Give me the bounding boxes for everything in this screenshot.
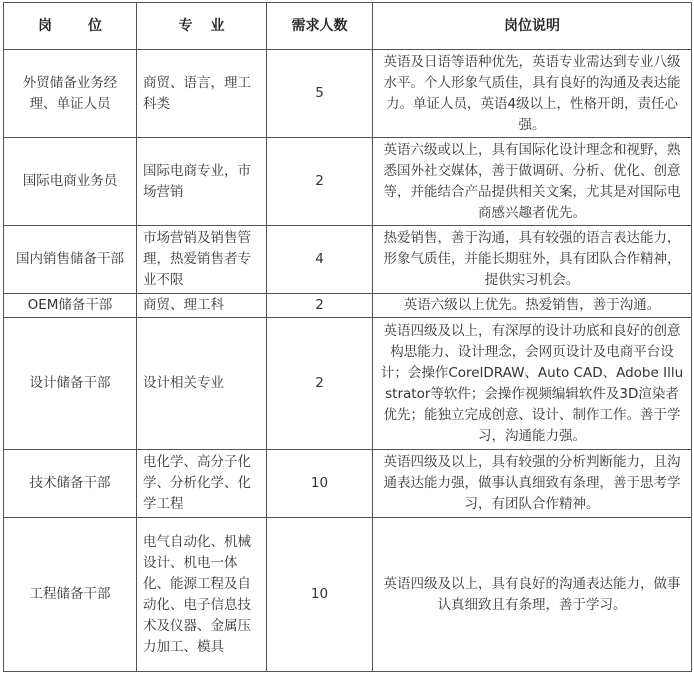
- count-cell: 4: [267, 226, 373, 294]
- post-cell: 技术储备干部: [4, 450, 137, 518]
- table-row: [4, 294, 692, 318]
- major-cell: 国际电商专业，市场营销: [137, 138, 267, 226]
- post-cell: OEM储备干部: [4, 294, 137, 318]
- recruitment-table: [3, 2, 692, 672]
- header-major: 专业: [137, 3, 267, 50]
- major-cell: 商贸、语言，理工科类: [137, 50, 267, 138]
- header-row: [4, 3, 692, 50]
- desc-cell: 英语四级及以上，具有良好的沟通表达能力，做事认真细致且有条理，善于学习。: [373, 518, 692, 672]
- count-cell: 5: [267, 50, 373, 138]
- major-cell: 电气自动化、机械设计、机电一体化、能源工程及自动化、电子信息技术及仪器、金属压力加工、模具: [137, 518, 267, 672]
- desc-cell: 英语六级或以上，具有国际化设计理念和视野，熟悉国外社交媒体，善于做调研、分析、优化、创意等，并能结合产品提供相关文案，尤其是对国际电商感兴趣者优先。: [373, 138, 692, 226]
- header-desc: 岗位说明: [373, 3, 692, 50]
- post-cell: 国际电商业务员: [4, 138, 137, 226]
- major-cell: 设计相关专业: [137, 318, 267, 450]
- desc-cell: 英语及日语等语种优先，英语专业需达到专业八级水平。个人形象气质佳，具有良好的沟通及表达能力。单证人员，英语4级以上，性格开朗，责任心强。: [373, 50, 692, 138]
- count-cell: 2: [267, 318, 373, 450]
- major-cell: 商贸、理工科: [137, 294, 267, 318]
- table-row: [4, 138, 692, 226]
- header-count: 需求人数: [267, 3, 373, 50]
- table-row: [4, 226, 692, 294]
- header-post: 岗位: [4, 3, 137, 50]
- count-cell: 2: [267, 138, 373, 226]
- table-row: [4, 318, 692, 450]
- count-cell: 2: [267, 294, 373, 318]
- major-cell: 市场营销及销售管理，热爱销售者专业不限: [137, 226, 267, 294]
- count-cell: 10: [267, 450, 373, 518]
- table-row: [4, 450, 692, 518]
- table-row: [4, 50, 692, 138]
- post-cell: 国内销售储备干部: [4, 226, 137, 294]
- post-cell: 外贸储备业务经理、单证人员: [4, 50, 137, 138]
- table-row: [4, 518, 692, 672]
- post-cell: 工程储备干部: [4, 518, 137, 672]
- major-cell: 电化学、高分子化学、分析化学、化学工程: [137, 450, 267, 518]
- post-cell: 设计储备干部: [4, 318, 137, 450]
- desc-cell: 英语四级及以上，有深厚的设计功底和良好的创意构思能力、设计理念，会网页设计及电商平台设计；会操作CorelDRAW、Auto CAD、Adobe Illustrator等软件；会操作视频编辑软件及3D渲染者优先；能独立完成创意、设计、制作工作。善于学习，沟通能力强。: [373, 318, 692, 450]
- desc-cell: 英语六级以上优先。热爱销售，善于沟通。: [373, 294, 692, 318]
- desc-cell: 英语四级及以上，具有较强的分析判断能力，且沟通表达能力强，做事认真细致有条理，善于思考学习，有团队合作精神。: [373, 450, 692, 518]
- count-cell: 10: [267, 518, 373, 672]
- desc-cell: 热爱销售，善于沟通，具有较强的语言表达能力，形象气质佳，并能长期驻外，具有团队合作精神，提供实习机会。: [373, 226, 692, 294]
